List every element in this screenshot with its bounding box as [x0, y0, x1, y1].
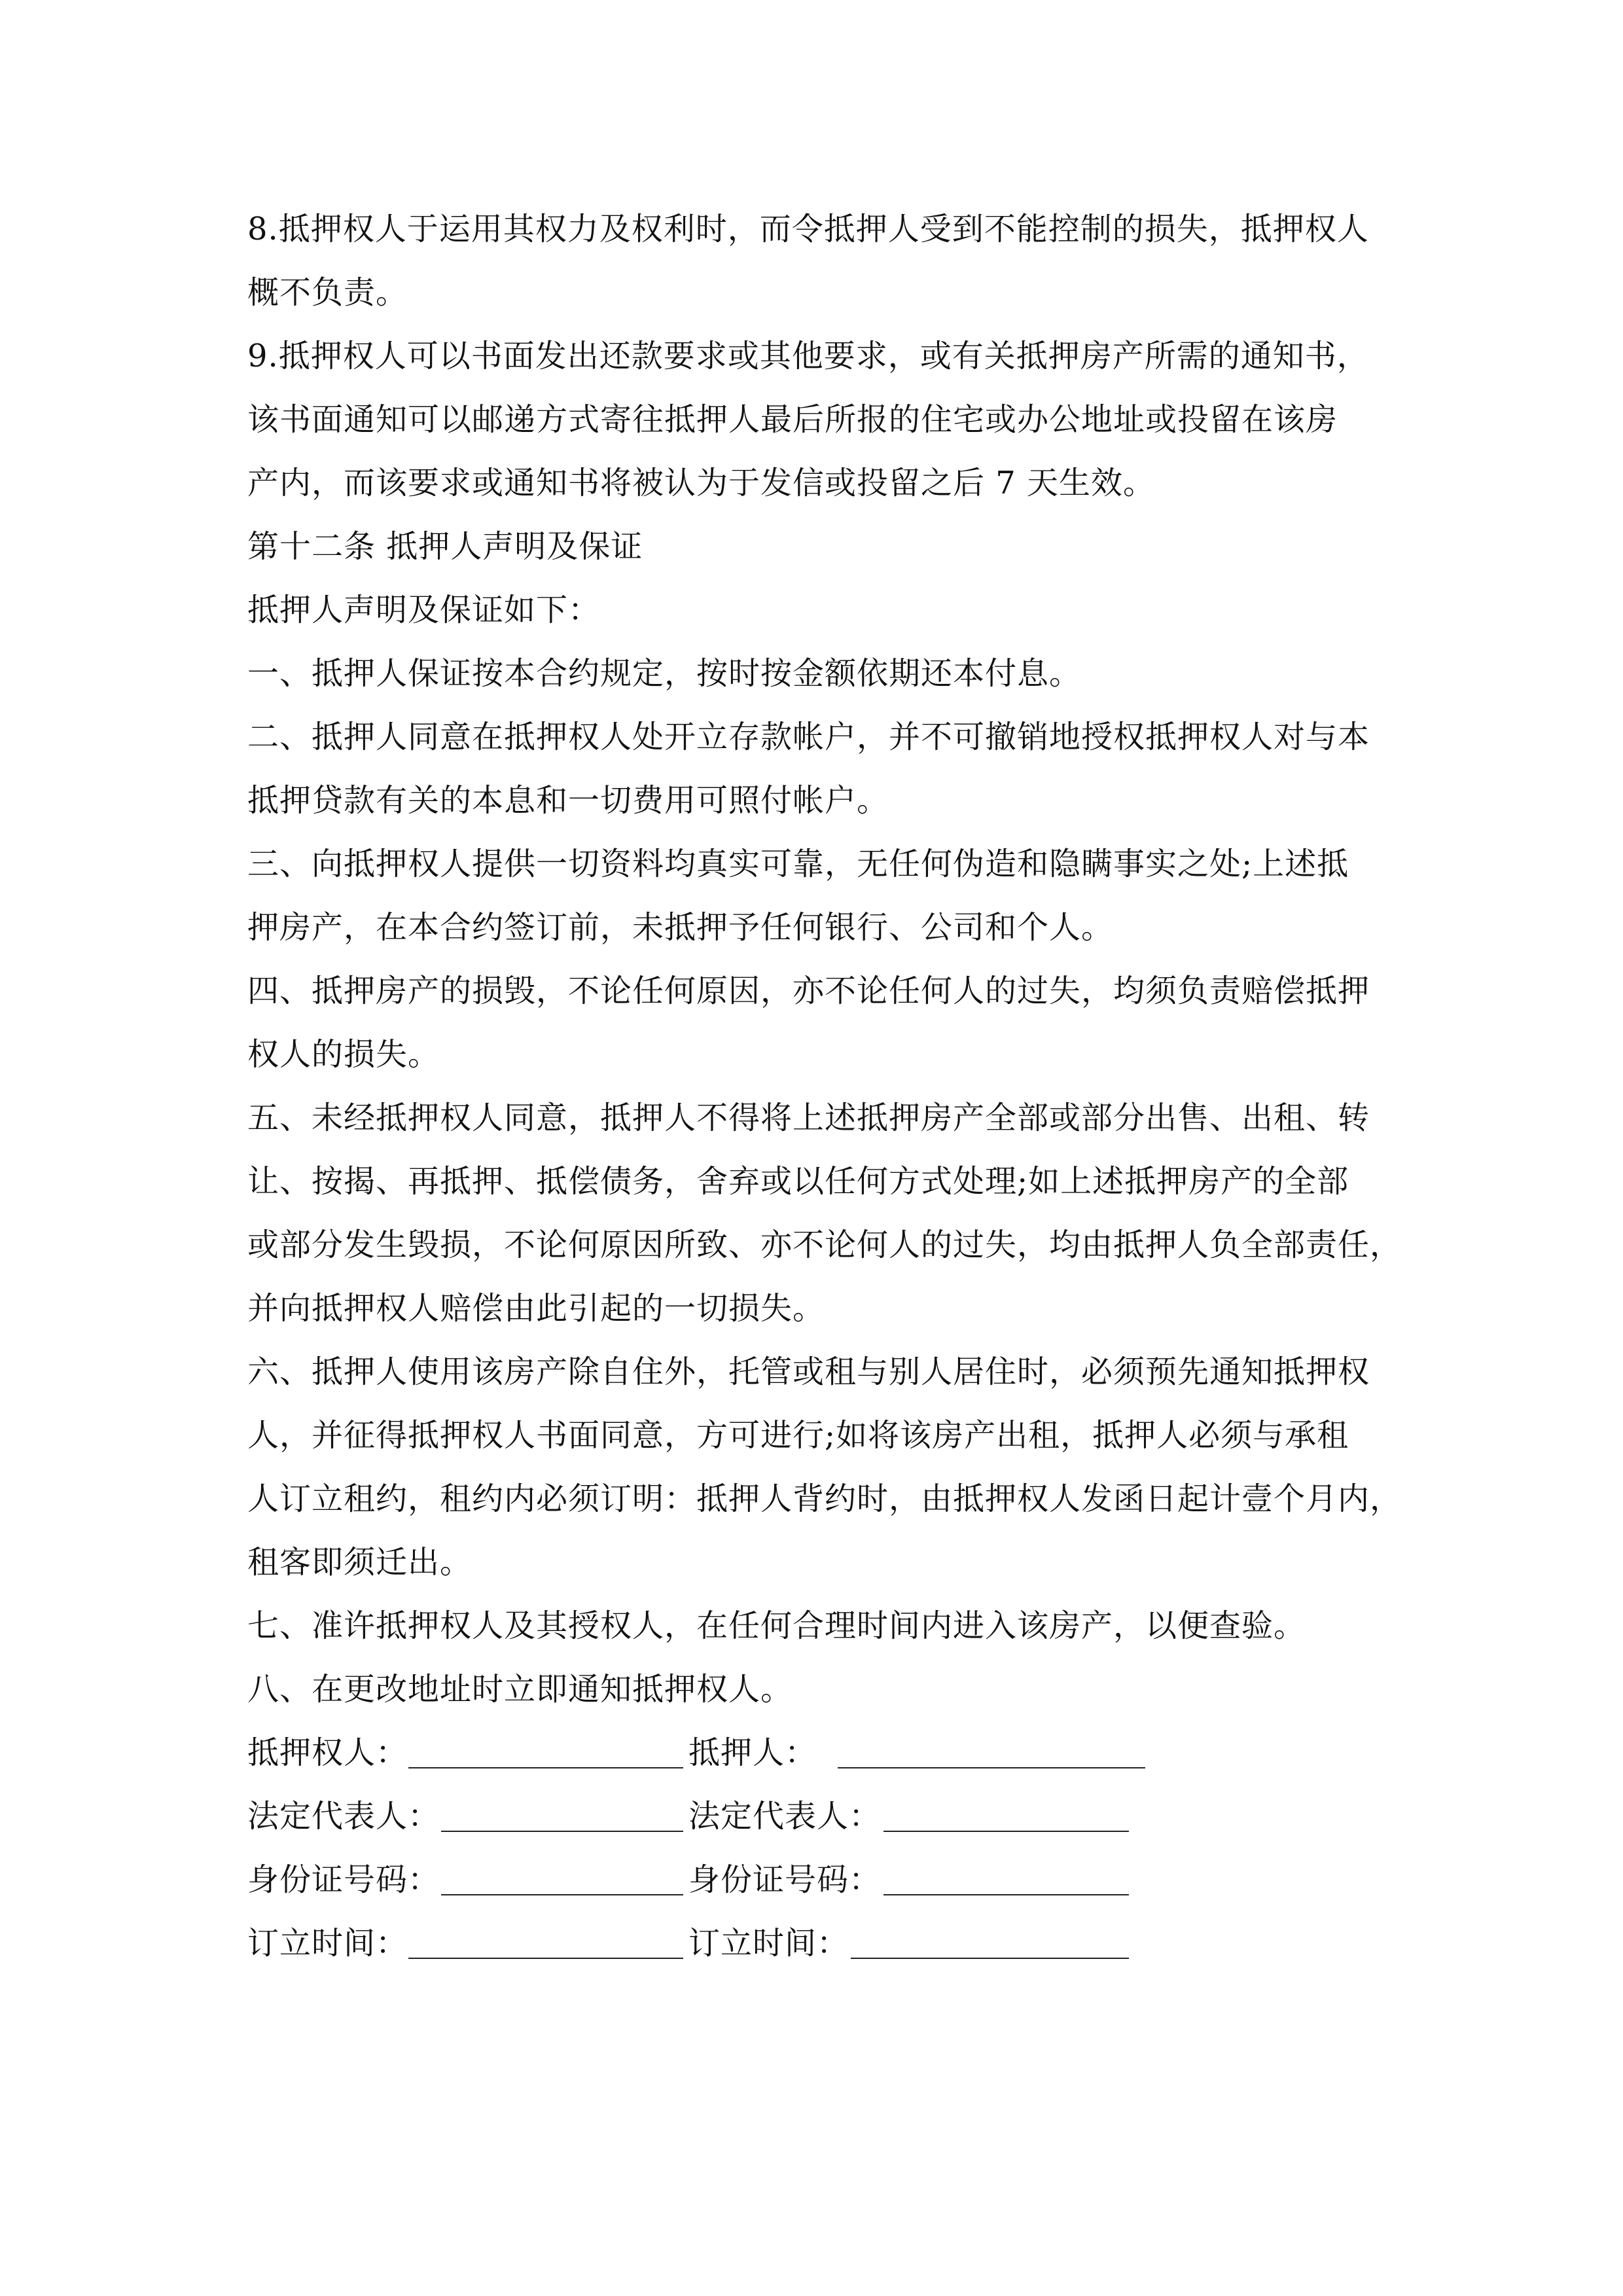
text-line: 租客即须迁出。 [247, 1544, 473, 1581]
text-line: 并向抵押权人赔偿由此引起的一切损失。 [247, 1290, 825, 1327]
signature-row [247, 1924, 1229, 1963]
signature-label-left: 法定代表人： [247, 1798, 440, 1835]
text-line: 五、未经抵押权人同意，抵押人不得将上述抵押房产全部或部分出售、出租、转 [247, 1100, 1370, 1136]
signature-blank-right[interactable] [883, 1831, 1129, 1832]
text-line: 9.抵押权人可以书面发出还款要求或其他要求，或有关抵押房产所需的通知书， [247, 338, 1369, 374]
text-line: 产内，而该要求或通知书将被认为于发信或投留之后 7 天生效。 [247, 465, 1156, 501]
text-line: 押房产，在本合约签订前，未抵押予任何银行、公司和个人。 [247, 909, 1114, 946]
signature-blank-left[interactable] [441, 1894, 683, 1895]
text-line: 权人的损失。 [247, 1036, 440, 1073]
signature-label-right: 法定代表人： [688, 1798, 882, 1835]
signature-blank-right[interactable] [851, 1958, 1129, 1959]
text-line: 三、向抵押权人提供一切资料均真实可靠，无任何伪造和隐瞒事实之处;上述抵 [247, 846, 1349, 882]
text-line: 二、抵押人同意在抵押权人处开立存款帐户，并不可撤销地授权抵押权人对与本 [247, 719, 1370, 755]
text-line: 六、抵押人使用该房产除自住外，托管或租与别人居住时，必须预先通知抵押权 [247, 1354, 1370, 1390]
section-heading: 第十二条 抵押人声明及保证 [247, 528, 643, 565]
text-line: 人订立租约，租约内必须订明：抵押人背约时，由抵押权人发函日起计壹个月内， [247, 1480, 1402, 1517]
signature-label-right: 订立时间： [688, 1925, 849, 1962]
signature-row [247, 1860, 1229, 1899]
text-line: 8.抵押权人于运用其权力及权利时，而令抵押人受到不能控制的损失，抵押权人 [247, 211, 1369, 247]
signature-row [247, 1733, 1229, 1772]
signature-label-right: 身份证号码： [688, 1861, 882, 1898]
signature-label-left: 抵押权人： [247, 1734, 408, 1771]
text-line: 人，并征得抵押权人书面同意，方可进行;如将该房产出租，抵押人必须与承租 [247, 1417, 1349, 1454]
signature-label-left: 身份证号码： [247, 1861, 440, 1898]
text-line: 或部分发生毁损，不论何原因所致、亦不论何人的过失，均由抵押人负全部责任， [247, 1227, 1402, 1263]
text-line: 一、抵押人保证按本合约规定，按时按金额依期还本付息。 [247, 655, 1082, 692]
signature-blank-left[interactable] [408, 1958, 683, 1959]
signature-label-right: 抵押人： [688, 1734, 817, 1771]
text-line: 抵押贷款有关的本息和一切费用可照付帐户。 [247, 782, 889, 819]
signature-blank-left[interactable] [441, 1831, 683, 1832]
text-line: 四、抵押房产的损毁，不论任何原因，亦不论任何人的过失，均须负责赔偿抵押 [247, 973, 1370, 1009]
signature-label-left: 订立时间： [247, 1925, 408, 1962]
signature-blank-right[interactable] [838, 1767, 1145, 1768]
text-line: 让、按揭、再抵押、抵偿债务，舍弃或以任何方式处理;如上述抵押房产的全部 [247, 1163, 1349, 1200]
text-line: 抵押人声明及保证如下： [247, 592, 601, 628]
text-line: 八、在更改地址时立即通知抵押权人。 [247, 1671, 793, 1708]
text-line: 概不负责。 [247, 274, 408, 311]
text-line: 七、准许抵押权人及其授权人，在任何合理时间内进入该房产，以便查验。 [247, 1607, 1306, 1644]
text-line: 该书面通知可以邮递方式寄往抵押人最后所报的住宅或办公地址或投留在该房 [247, 401, 1338, 438]
signature-blank-right[interactable] [883, 1894, 1129, 1895]
signature-blank-left[interactable] [408, 1767, 683, 1768]
signature-row [247, 1797, 1229, 1836]
